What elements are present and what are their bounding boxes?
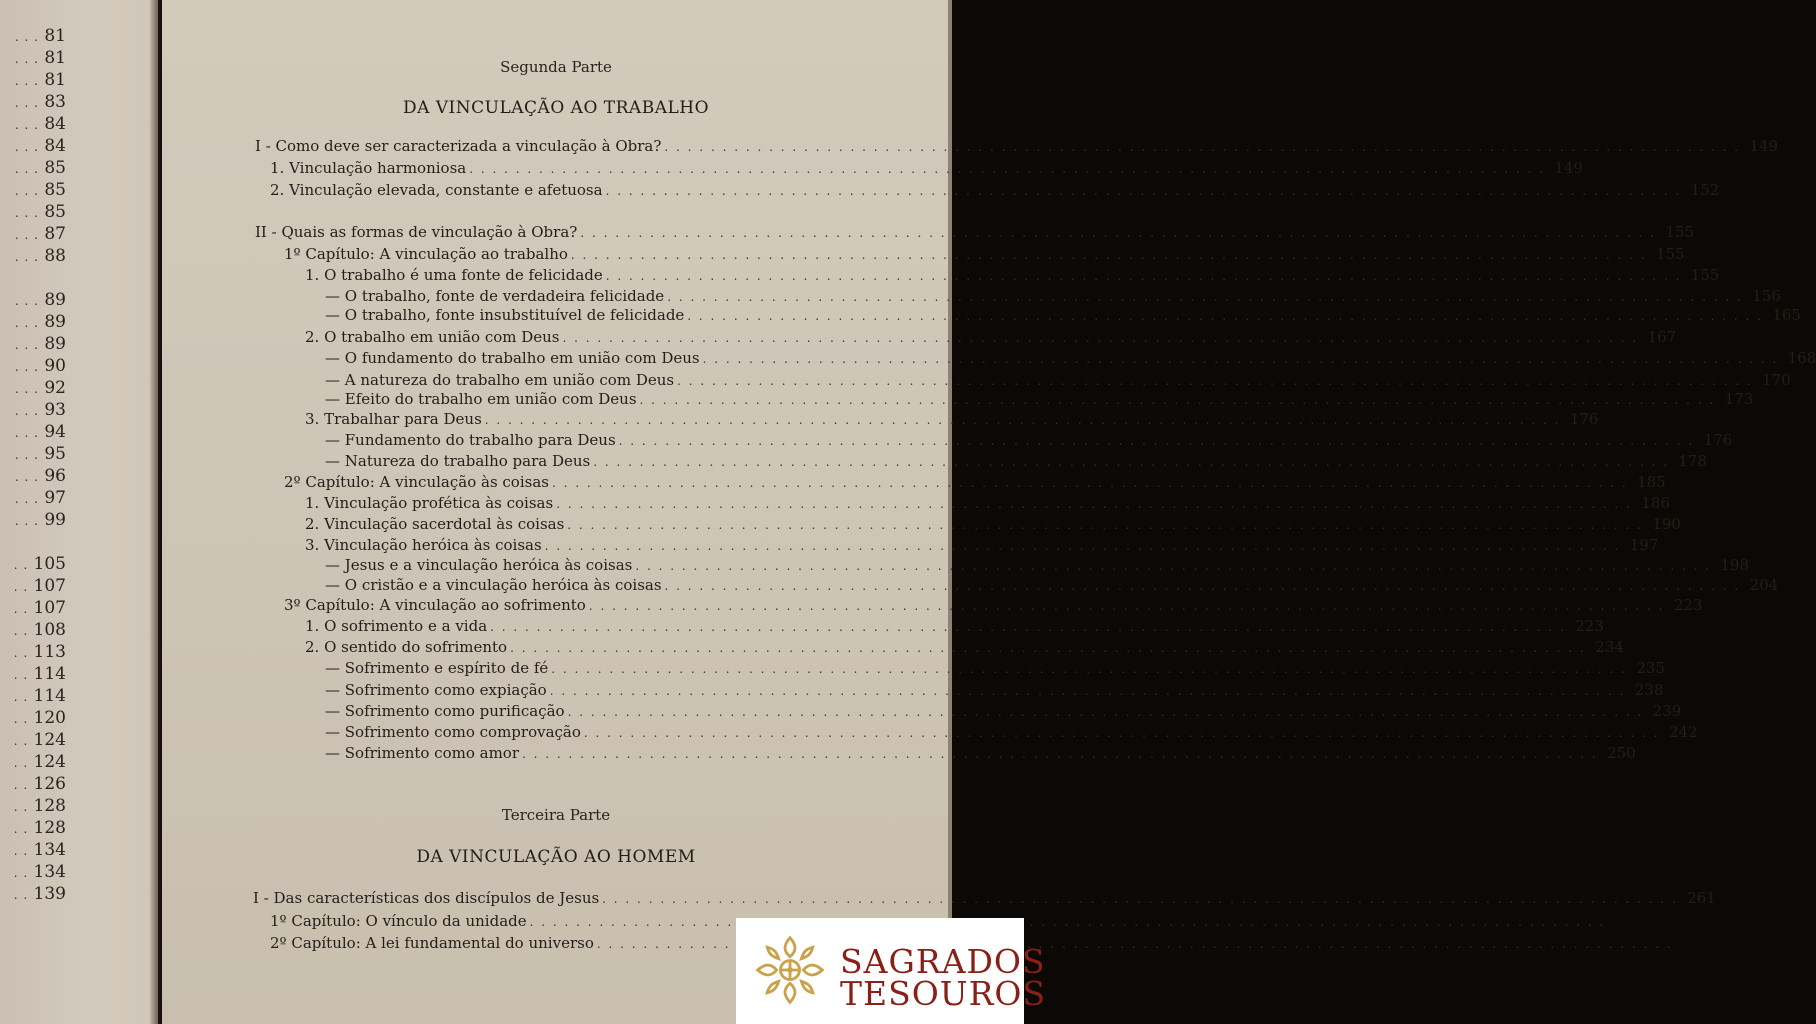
toc-leader-dots xyxy=(703,352,1779,366)
toc-entry-title: — O cristão e a vinculação heróica às coisas xyxy=(325,576,662,594)
toc-page-number: 250 xyxy=(1607,744,1636,762)
left-page-number: . . 128 xyxy=(13,818,66,838)
left-page-number: . . 107 xyxy=(13,598,66,618)
toc-entry xyxy=(305,328,1677,350)
toc-entry-title: — Sofrimento e espírito de fé xyxy=(325,659,549,677)
toc-entry-title: — Sofrimento como amor xyxy=(325,744,520,762)
toc-leader-dots xyxy=(556,497,1632,511)
toc-leader-dots xyxy=(606,269,1682,283)
left-page-number: . . 134 xyxy=(13,840,66,860)
left-page-number: . . . 89 xyxy=(14,290,66,310)
left-page-number: . . 124 xyxy=(13,752,66,772)
toc-entry-title: — Efeito do trabalho em união com Deus xyxy=(325,390,637,408)
toc-entry-title: — A natureza do trabalho em união com Deus xyxy=(325,371,675,389)
toc-entry xyxy=(325,576,1779,598)
toc-leader-dots xyxy=(635,559,1711,573)
toc-page-number: 170 xyxy=(1762,371,1791,389)
toc-page-number: 155 xyxy=(1665,223,1694,241)
toc-page-number: 261 xyxy=(1687,889,1716,907)
toc-entry xyxy=(325,744,1636,766)
toc-entry xyxy=(284,245,1685,267)
toc-entry-title: 3. Vinculação heróica às coisas xyxy=(305,536,542,554)
toc-entry xyxy=(284,596,1703,618)
left-page-number: . . . 85 xyxy=(14,158,66,178)
toc-leader-dots xyxy=(469,162,1545,176)
toc-page-number: 176 xyxy=(1703,431,1733,449)
logo-text-line1: SAGRADOS xyxy=(840,942,1046,981)
toc-page-number: 235 xyxy=(1636,659,1665,677)
toc-entry xyxy=(255,137,1779,159)
toc-entry-title: 2. O sentido do sofrimento xyxy=(305,638,508,656)
left-page-number: . . . 89 xyxy=(14,312,66,332)
part-label: Segunda Parte xyxy=(500,58,612,76)
left-page-number: . . . 92 xyxy=(14,378,66,398)
toc-leader-dots xyxy=(589,599,1665,613)
toc-entry-title: 3. Trabalhar para Deus xyxy=(305,410,482,428)
toc-entry xyxy=(325,723,1698,745)
toc-leader-dots xyxy=(551,662,1627,676)
toc-page-number: 239 xyxy=(1652,702,1682,720)
toc-leader-dots xyxy=(571,248,1647,262)
toc-entry-title: — O fundamento do trabalho em união com Deus xyxy=(325,349,700,367)
left-page-number: . . . 95 xyxy=(14,444,66,464)
part-title: DA VINCULAÇÃO AO HOMEM xyxy=(416,847,696,867)
part-label: Terceira Parte xyxy=(501,806,611,824)
toc-page-number: 234 xyxy=(1595,638,1624,656)
toc-entry xyxy=(325,452,1707,474)
toc-leader-dots xyxy=(602,892,1678,906)
toc-entry xyxy=(305,515,1681,537)
toc-page-number: 197 xyxy=(1629,536,1659,554)
toc-page-number: 204 xyxy=(1749,576,1779,594)
toc-page-number: 223 xyxy=(1673,596,1703,614)
left-page-number: . . 114 xyxy=(13,664,66,684)
toc-entry-title: 2. Vinculação elevada, constante e afetuosa xyxy=(270,181,603,199)
toc-page-number: 167 xyxy=(1647,328,1677,346)
left-page-number: . . . 88 xyxy=(14,246,66,266)
toc-leader-dots xyxy=(522,747,1598,761)
toc-entry xyxy=(253,889,1716,911)
toc-leader-dots xyxy=(667,290,1743,304)
toc-entry-title: 1. Vinculação harmoniosa xyxy=(270,159,467,177)
toc-entry-title: — Fundamento do trabalho para Deus xyxy=(325,431,616,449)
toc-entry xyxy=(305,536,1659,558)
toc-leader-dots xyxy=(510,641,1586,655)
toc-entry xyxy=(325,349,1816,371)
toc-page-number: 176 xyxy=(1569,410,1599,428)
toc-leader-dots xyxy=(545,539,1621,553)
toc-page-number: 155 xyxy=(1655,245,1685,263)
toc-entry-title: 2º Capítulo: A lei fundamental do universo xyxy=(270,934,594,952)
toc-entry xyxy=(305,266,1720,288)
toc-leader-dots xyxy=(567,518,1643,532)
toc-page-number: 223 xyxy=(1575,617,1604,635)
part-title: DA VINCULAÇÃO AO TRABALHO xyxy=(402,98,710,118)
toc-page-number: 185 xyxy=(1637,473,1666,491)
toc-entry xyxy=(284,473,1666,495)
toc-entry-title: — O trabalho, fonte insubstituível de felicidade xyxy=(325,306,685,324)
toc-entry xyxy=(305,617,1604,639)
toc-entry-title: — Jesus e a vinculação heróica às coisas xyxy=(325,556,633,574)
toc-leader-dots xyxy=(568,705,1644,719)
toc-leader-dots xyxy=(665,579,1741,593)
toc-entry-title: 2º Capítulo: A vinculação às coisas xyxy=(284,473,549,491)
toc-leader-dots xyxy=(485,413,1561,427)
toc-entry-title: — Sofrimento como expiação xyxy=(325,681,547,699)
toc-entry-title: 3º Capítulo: A vinculação ao sofrimento xyxy=(284,596,586,614)
toc-leader-dots xyxy=(687,309,1763,323)
left-page-number: . . 139 xyxy=(13,884,66,904)
left-page-number: . . . 96 xyxy=(14,466,66,486)
toc-entry xyxy=(325,390,1754,412)
toc-leader-dots xyxy=(552,476,1628,490)
toc-leader-dots xyxy=(606,184,1682,198)
toc-entry-title: II - Quais as formas de vinculação à Obra? xyxy=(255,223,578,241)
toc-leader-dots xyxy=(593,455,1669,469)
toc-page-number: 156 xyxy=(1752,287,1781,305)
toc-entry-title: 1. Vinculação profética às coisas xyxy=(305,494,554,512)
toc-page-number: 165 xyxy=(1772,306,1801,324)
toc-leader-dots xyxy=(584,726,1660,740)
toc-leader-dots xyxy=(490,620,1566,634)
toc-page-number: 149 xyxy=(1749,137,1779,155)
left-page-number: . . 105 xyxy=(13,554,66,574)
toc-entry-title: 1. O trabalho é uma fonte de felicidade xyxy=(305,266,603,284)
left-page-number: . . . 97 xyxy=(14,488,66,508)
toc-entry-title: — Sofrimento como purificação xyxy=(325,702,565,720)
toc-page-number: 152 xyxy=(1690,181,1720,199)
left-page xyxy=(0,0,158,1024)
left-page-number: . . 134 xyxy=(13,862,66,882)
toc-entry xyxy=(305,494,1670,516)
ornament-cross-icon xyxy=(752,932,828,1008)
toc-page-number: 178 xyxy=(1678,452,1707,470)
left-page-number: . . 126 xyxy=(13,774,66,794)
left-page-number: . . . 84 xyxy=(14,114,66,134)
left-page-number: . . . 99 xyxy=(14,510,66,530)
left-page-number: . . . 94 xyxy=(14,422,66,442)
toc-leader-dots xyxy=(619,434,1695,448)
toc-page-number: 173 xyxy=(1724,390,1754,408)
toc-leader-dots xyxy=(550,684,1626,698)
toc-entry-title: I - Como deve ser caracterizada a vinculação à Obra? xyxy=(255,137,662,155)
toc-entry-title: I - Das características dos discípulos de Jesus xyxy=(253,889,600,907)
toc-leader-dots xyxy=(640,393,1716,407)
toc-page-number: 190 xyxy=(1652,515,1681,533)
toc-entry xyxy=(270,159,1583,181)
toc-leader-dots xyxy=(664,140,1740,154)
toc-entry-title: 1º Capítulo: A vinculação ao trabalho xyxy=(284,245,568,263)
toc-entry-title: 1º Capítulo: O vínculo da unidade xyxy=(270,912,527,930)
toc-leader-dots xyxy=(530,915,1606,929)
toc-leader-dots xyxy=(580,226,1656,240)
toc-page-number: 155 xyxy=(1690,266,1720,284)
toc-entry-title: — O trabalho, fonte de verdadeira felicidade xyxy=(325,287,665,305)
toc-page-number: 168 xyxy=(1787,349,1816,367)
left-page-number: . . . 89 xyxy=(14,334,66,354)
toc-entry-title: — Natureza do trabalho para Deus xyxy=(325,452,591,470)
toc-page-number: 186 xyxy=(1641,494,1670,512)
left-page-number: . . . 85 xyxy=(14,180,66,200)
toc-entry-title: 1. O sofrimento e a vida xyxy=(305,617,488,635)
toc-entry xyxy=(325,702,1682,724)
left-page-number: . . 108 xyxy=(13,620,66,640)
toc-entry xyxy=(325,306,1801,328)
left-page-number: . . . 87 xyxy=(14,224,66,244)
left-page-number: . . . 84 xyxy=(14,136,66,156)
toc-entry xyxy=(270,181,1720,203)
toc-page-number: 242 xyxy=(1668,723,1698,741)
toc-entry xyxy=(255,223,1694,245)
toc-leader-dots xyxy=(677,374,1753,388)
toc-page-number: 238 xyxy=(1634,681,1664,699)
toc-entry xyxy=(325,681,1664,703)
toc-leader-dots xyxy=(563,331,1639,345)
left-page-number: . . 124 xyxy=(13,730,66,750)
toc-entry-title: 2. O trabalho em união com Deus xyxy=(305,328,560,346)
toc-entry xyxy=(325,659,1665,681)
left-page-number: . . . 81 xyxy=(14,70,66,90)
toc-page-number: 198 xyxy=(1720,556,1750,574)
left-page-number: . . . 93 xyxy=(14,400,66,420)
left-page-number: . . 107 xyxy=(13,576,66,596)
toc-entry-title: — Sofrimento como comprovação xyxy=(325,723,581,741)
left-page-number: . . . 90 xyxy=(14,356,66,376)
toc-entry xyxy=(325,431,1733,453)
left-page-number: . . . 81 xyxy=(14,48,66,68)
left-page-number: . . 128 xyxy=(13,796,66,816)
left-page-number: . . 114 xyxy=(13,686,66,706)
toc-entry xyxy=(305,410,1599,432)
logo-text-line2: TESOUROS xyxy=(840,974,1047,1013)
toc-page-number: 149 xyxy=(1554,159,1583,177)
left-page-number: . . . 81 xyxy=(14,26,66,46)
toc-entry-title: 2. Vinculação sacerdotal às coisas xyxy=(305,515,565,533)
left-page-number: . . 120 xyxy=(13,708,66,728)
toc-entry xyxy=(305,638,1624,660)
left-page-number: . . . 83 xyxy=(14,92,66,112)
left-page-number: . . 113 xyxy=(13,642,66,662)
left-page-number: . . . 85 xyxy=(14,202,66,222)
toc-entry xyxy=(325,556,1750,578)
